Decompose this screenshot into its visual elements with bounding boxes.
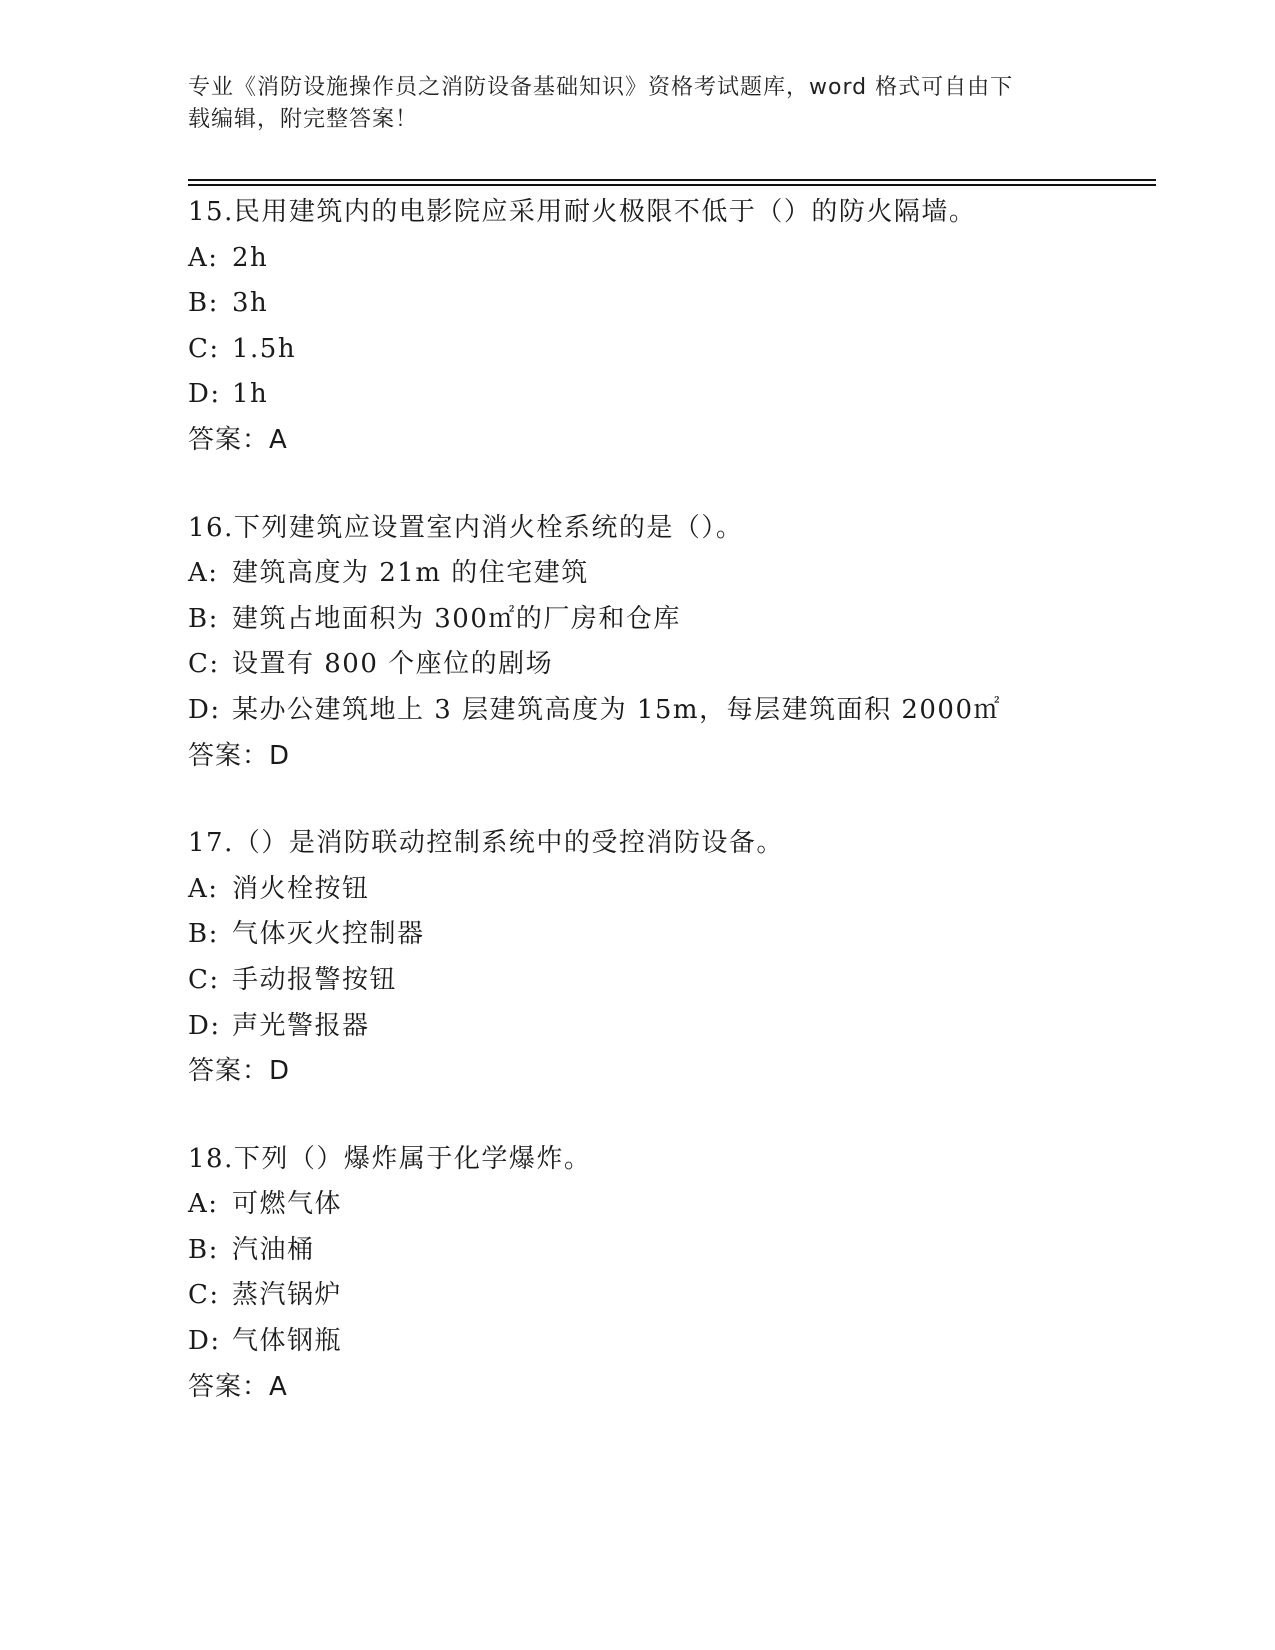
answer-line: 答案：D (188, 740, 291, 771)
option-letter: B: (188, 919, 219, 950)
option-a (188, 1182, 1156, 1228)
option-a (188, 551, 1156, 597)
option-d (188, 688, 1156, 734)
option-letter: B: (188, 288, 219, 319)
option-b (188, 281, 1156, 327)
option-a (188, 867, 1156, 913)
header-divider-bottom (188, 184, 1156, 186)
option-letter: D: (188, 1010, 221, 1041)
header-line-2: 载编辑，附完整答案！ (188, 107, 419, 132)
document-header (188, 72, 1078, 136)
option-b (188, 1228, 1156, 1274)
option-c (188, 642, 1156, 688)
option-text: 气体灭火控制器 (232, 919, 425, 950)
option-text: 2h (232, 242, 269, 273)
option-letter: C: (188, 649, 220, 680)
option-text: 3h (232, 288, 269, 319)
option-text: 蒸汽锅炉 (232, 1280, 343, 1311)
option-letter: D: (188, 379, 221, 410)
option-c (188, 958, 1156, 1004)
option-text: 建筑高度为 21m 的住宅建筑 (232, 558, 589, 589)
option-text: 可燃气体 (232, 1189, 343, 1220)
option-text: 建筑占地面积为 300㎡的厂房和仓库 (232, 603, 681, 634)
option-d (188, 372, 1156, 418)
option-letter: C: (188, 964, 220, 995)
option-text: 手动报警按钮 (232, 964, 398, 995)
question-stem: 17.（）是消防联动控制系统中的受控消防设备。 (188, 828, 784, 859)
question-stem: 18.下列（）爆炸属于化学爆炸。 (188, 1143, 592, 1174)
answer-line: 答案：A (188, 424, 288, 455)
header-line-1: 专业《消防设施操作员之消防设备基础知识》资格考试题库，word 格式可自由下 (188, 75, 1014, 100)
question-stem: 15.民用建筑内的电影院应采用耐火极限不低于（）的防火隔墙。 (188, 197, 977, 227)
option-text: 消火栓按钮 (232, 873, 370, 904)
option-letter: A: (188, 873, 219, 904)
option-text: 汽油桶 (232, 1234, 315, 1265)
question-17 (188, 821, 1156, 1095)
option-text: 1.5h (232, 333, 297, 364)
answer-line: 答案：D (188, 1056, 291, 1087)
option-text: 某办公建筑地上 3 层建筑高度为 15m，每层建筑面积 2000㎡ (232, 694, 1002, 725)
option-b (188, 597, 1156, 643)
option-c (188, 327, 1156, 373)
question-16 (188, 506, 1156, 780)
option-letter: C: (188, 1280, 220, 1311)
option-letter: A: (188, 242, 219, 273)
question-15 (188, 190, 1156, 464)
option-d (188, 1004, 1156, 1050)
option-letter: C: (188, 333, 220, 364)
option-b (188, 912, 1156, 958)
question-18 (188, 1137, 1156, 1411)
option-letter: D: (188, 694, 221, 725)
option-text: 声光警报器 (232, 1010, 370, 1041)
option-text: 设置有 800 个座位的剧场 (232, 649, 554, 680)
option-text: 气体钢瓶 (232, 1326, 343, 1357)
option-text: 1h (232, 379, 269, 410)
option-letter: D: (188, 1326, 221, 1357)
question-list (188, 190, 1156, 1452)
option-letter: B: (188, 603, 219, 634)
answer-line: 答案：A (188, 1371, 288, 1402)
option-letter: A: (188, 1189, 219, 1220)
option-a (188, 236, 1156, 282)
question-stem: 16.下列建筑应设置室内消火栓系统的是（）。 (188, 512, 744, 543)
option-c (188, 1273, 1156, 1319)
option-d (188, 1319, 1156, 1365)
option-letter: A: (188, 558, 219, 589)
option-letter: B: (188, 1234, 219, 1265)
header-divider-top (188, 179, 1156, 181)
